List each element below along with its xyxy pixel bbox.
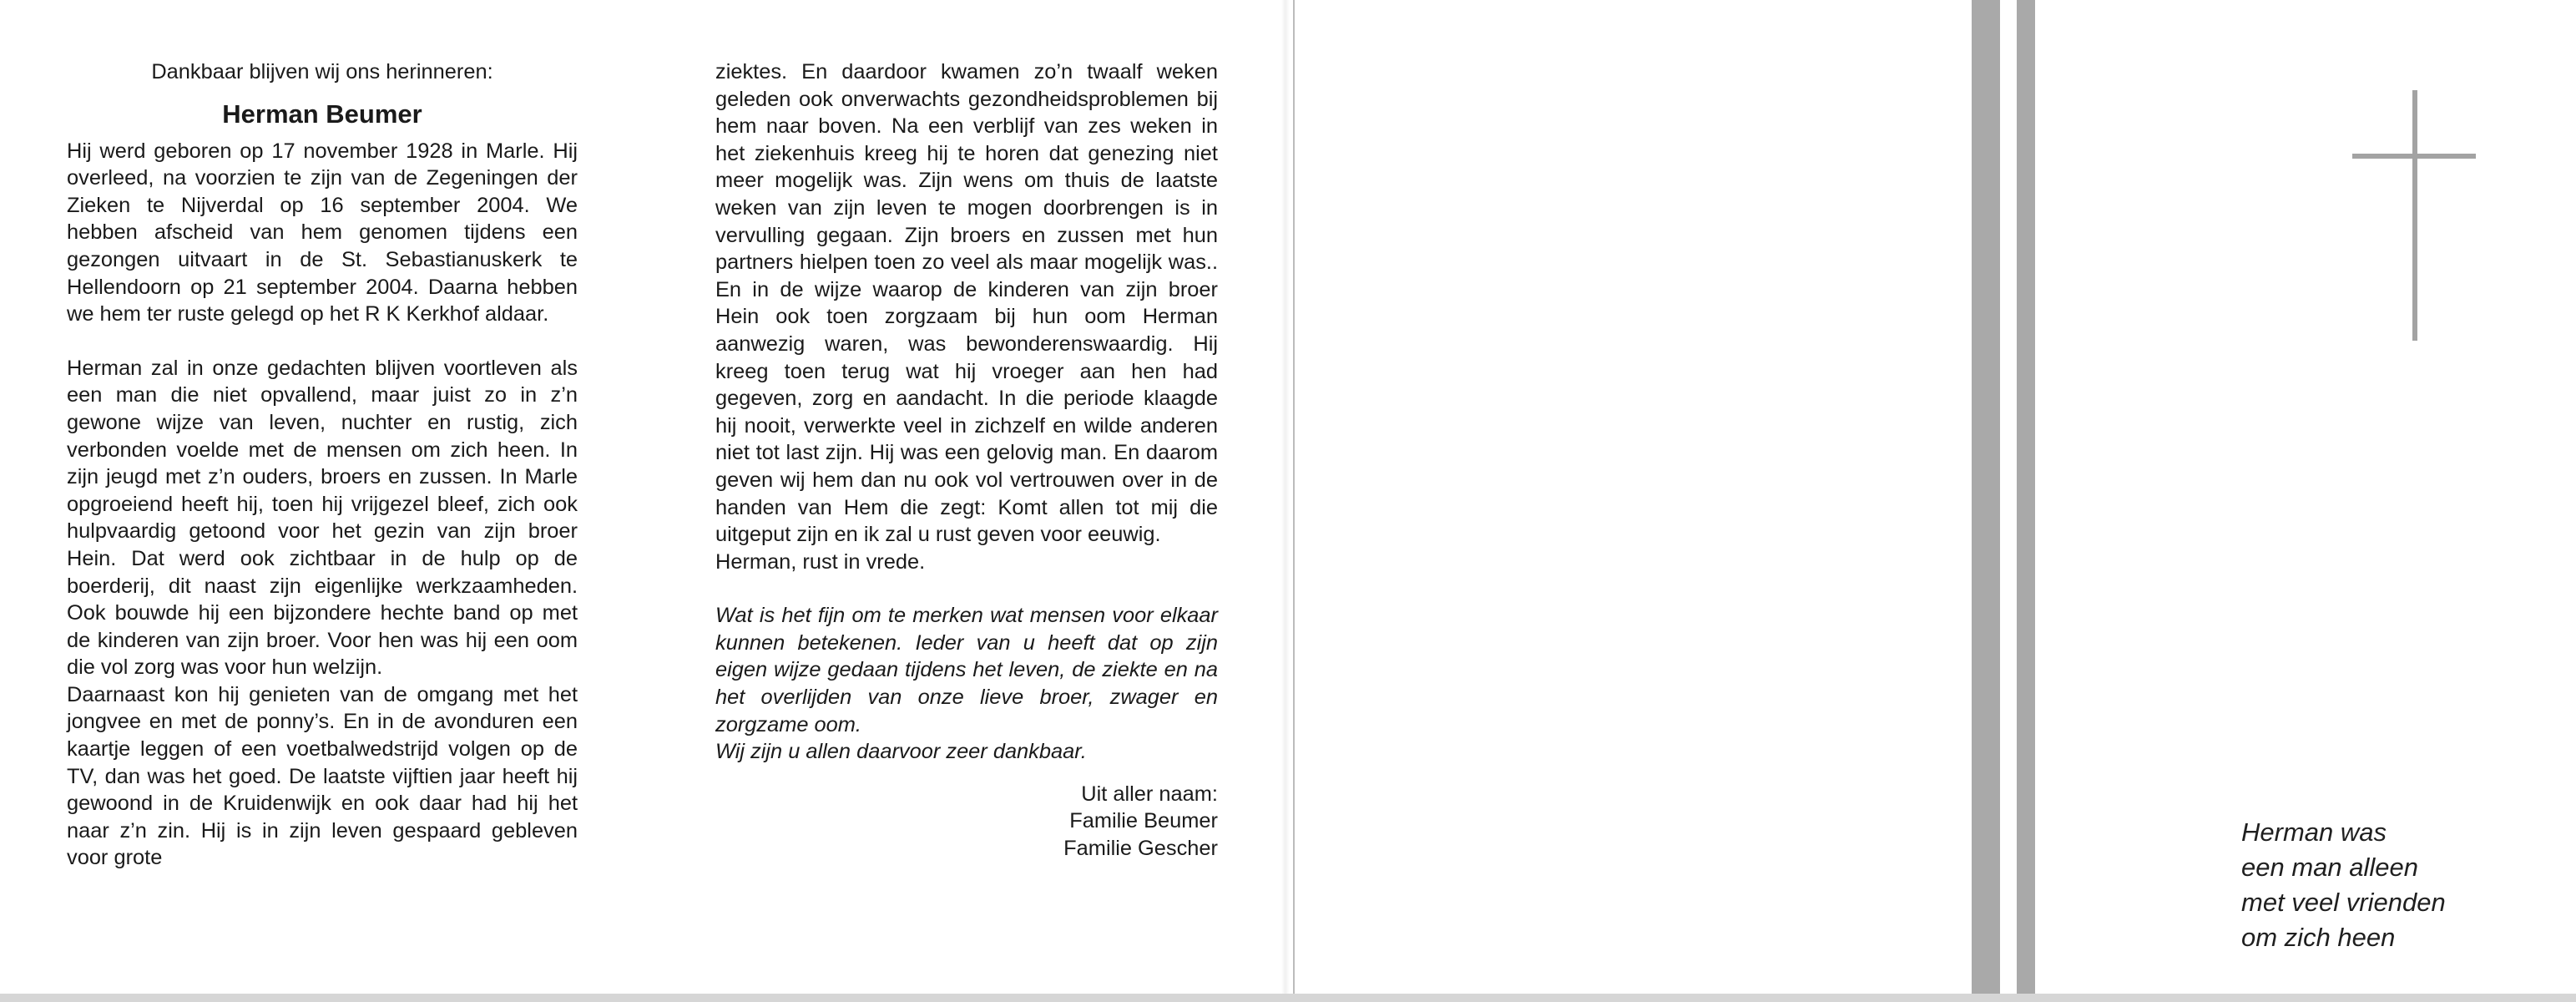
signature-intro: Uit aller naam: bbox=[1081, 782, 1218, 806]
cover-poem bbox=[2241, 815, 2446, 955]
closing-line: Herman, rust in vrede. bbox=[715, 549, 926, 574]
poem-line: met veel vrienden bbox=[2241, 888, 2446, 917]
poem-line: Herman was bbox=[2241, 817, 2387, 847]
biography-paragraph-1: Hij werd geboren op 17 november 1928 in Marle. Hij overleed, na voorzien te zijn van de Zegeningen der Zieken te Nijverdal op 16 september 2004. We hebben afscheid van hem genomen tijdens een gezongen uitvaart in de St. Sebastianuskerk te Hellendoorn op 21 september 2004. Daarna hebben we hem ter ruste gelegd op het R K Kerkhof aldaar. bbox=[67, 139, 578, 326]
paragraph-gap bbox=[67, 328, 578, 355]
cross-vertical bbox=[2412, 90, 2417, 341]
biography-paragraph-4: ziektes. En daardoor kwamen zo’n twaalf weken geleden ook onverwachts gezondheidsproblemen bij hem naar boven. Na een verblijf van zes weken in het ziekenhuis kreeg hij te horen dat genezing niet meer mogelijk was. Zijn wens om thuis de laatste weken van zijn leven te mogen doorbrengen is in vervulling gegaan. Zijn broers en zussen met hun partners hielpen toen zo veel als maar mogelijk was.. En in de wijze waarop de kinderen van zijn broer Hein ook toen zorgzaam bij hun oom Herman aanwezig waren, was bewonderenswaardig. Hij kreeg toen terug wat hij vroeger aan hen had gegeven, zorg en aandacht. In die periode klaagde hij nooit, verwerkte veel in zichzelf en wilde anderen niet tot last zijn. Hij was een gelovig man. En daarom geven wij hem dan nu ook vol vertrouwen over in de handen van Hem die zegt: Komt allen tot mij die uitgeput zijn en ik zal u rust geven voor eeuwig. bbox=[715, 60, 1218, 547]
thanks-paragraph: Wat is het fijn om te merken wat mensen voor elkaar kunnen betekenen. Ieder van u heeft dat op zijn eigen wijze gedaan tijdens het leven, de ziekte en na het overlijden van onze lieve broer, zwager en zorgzame oom. bbox=[715, 604, 1218, 736]
poem-line: om zich heen bbox=[2241, 923, 2396, 952]
signature-block bbox=[715, 781, 1218, 863]
deceased-name: Herman Beumer bbox=[222, 99, 422, 129]
biography-paragraph-2: Herman zal in onze gedachten blijven voortleven als een man die niet opvallend, maar juist zo in z’n gewone wijze van leven, nuchter en rustig, zich verbonden voelde met de mensen om zich heen. In zijn jeugd met z’n ouders, broers en zussen. In Marle opgroeiend heeft hij, toen hij vrijgezel bleef, zich ook hulpvaardig getoond voor het gezin van zijn broer Hein. Dat werd ook zichtbaar in de hulp op de boerderij, dit naast zijn eigenlijke werkzaamheden. Ook bouwde hij een bijzondere hechte band op met de kinderen van zijn broer. Voor hen was hij een oom die vol zorg was voor hun welzijn. bbox=[67, 356, 578, 680]
paragraph-gap bbox=[715, 575, 1218, 602]
thanks-last-line: Wij zijn u allen daarvoor zeer dankbaar. bbox=[715, 740, 1087, 764]
scan-edge bbox=[0, 994, 2576, 1002]
signature-family-1: Familie Beumer bbox=[1069, 809, 1218, 833]
left-text-column bbox=[67, 58, 578, 872]
poem-line: een man alleen bbox=[2241, 853, 2418, 882]
vertical-bar-left bbox=[1972, 0, 2000, 995]
signature-family-2: Familie Gescher bbox=[1063, 837, 1218, 861]
biography-paragraph-3: Daarnaast kon hij genieten van de omgang met het jongvee en met de ponny’s. En in de avonduren een kaartje leggen of een voetbalwedstrijd volgen op de TV, dan was het goed. De laatste vijftien jaar heeft hij gewoond in de Kruidenwijk en ook daar had hij het naar z’n zin. Hij is in zijn leven gespaard gebleven voor grote bbox=[67, 682, 578, 870]
intro-line: Dankbaar blijven wij ons herinneren: bbox=[151, 60, 493, 84]
fold-shadow-left bbox=[1281, 0, 1290, 995]
middle-text-column bbox=[715, 58, 1218, 863]
fold-line bbox=[1293, 0, 1295, 995]
vertical-bar-right bbox=[2017, 0, 2035, 995]
cross-horizontal bbox=[2352, 154, 2476, 159]
